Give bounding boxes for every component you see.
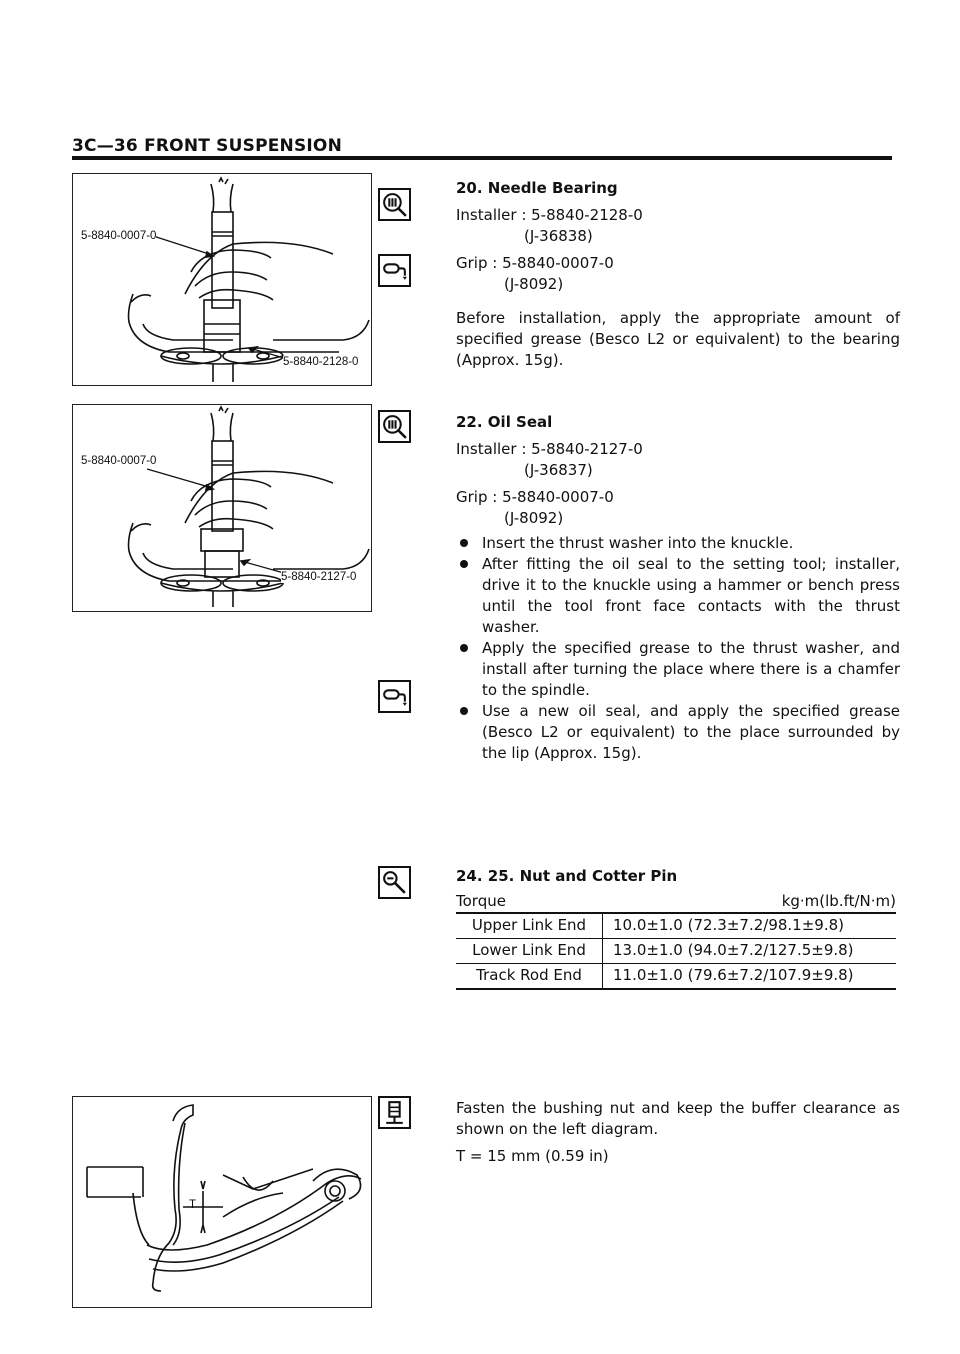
adjustment-icon [378,1096,411,1129]
torque-header [456,891,896,912]
section-nut-cotter-pin [456,866,896,990]
clearance-spec: T = 15 mm (0.59 in) [456,1147,609,1165]
torque-value: 13.0±1.0 (94.0±7.2/127.5±9.8) [603,939,897,964]
section-title: 20. Needle Bearing [456,179,618,197]
grease-gun-icon [378,680,411,713]
torque-value: 11.0±1.0 (79.6±7.2/107.9±9.8) [603,964,897,990]
torque-location: Track Rod End [456,964,603,990]
grip-tool-label: 5-8840-0007-0 [81,455,157,467]
installer-tool-label: 5-8840-2128-0 [283,356,359,368]
section-bushing [456,1098,900,1167]
torque-wrench-icon [378,866,411,899]
torque-location: Lower Link End [456,939,603,964]
needle-bearing-illustration [73,174,371,385]
special-tool-icon [378,188,411,221]
grip-tool-label: 5-8840-0007-0 [81,230,157,242]
list-item: Insert the thrust washer into the knuckle. [456,533,900,554]
torque-label: Torque [456,892,506,910]
grease-note: Before installation, apply the appropriate amount of specified grease (Besco L2 or equivalent) to the bearing (Approx. 15g). [456,309,900,369]
section-needle-bearing [456,178,643,295]
section-oil-seal [456,412,900,764]
figure-buffer-clearance [72,1096,372,1308]
table-row [456,964,896,990]
grease-gun-icon [378,254,411,287]
figure-oil-seal-install [72,404,372,612]
section-title: 22. Oil Seal [456,413,553,431]
torque-table [456,912,896,990]
section-title: 24. 25. Nut and Cotter Pin [456,867,678,885]
grip-alt-number: (J-8092) [504,275,564,293]
list-item: Apply the specified grease to the thrust washer, and install after turning the place where there is a chamfer to the spindle. [456,638,900,701]
installer-spec: Installer : 5-8840-2128-0 [456,206,643,224]
oil-seal-steps [456,533,900,764]
table-row [456,939,896,964]
special-tool-icon [378,410,411,443]
page-header: 3C—36 FRONT SUSPENSION [72,136,343,156]
torque-unit: kg·m(lb.ft/N·m) [781,892,896,910]
clearance-t-label: T [189,1199,197,1211]
figure-needle-bearing-install [72,173,372,386]
list-item: After fitting the oil seal to the setting tool; installer, drive it to the knuckle using a hammer or bench press until the tool front face contacts with the thrust washer. [456,554,900,638]
torque-value: 10.0±1.0 (72.3±7.2/98.1±9.8) [603,913,897,939]
list-item: Use a new oil seal, and apply the specified grease (Besco L2 or equivalent) to the place surrounded by the lip (Approx. 15g). [456,701,900,764]
grip-spec: Grip : 5-8840-0007-0 [456,254,614,272]
grip-alt-number: (J-8092) [504,509,564,527]
table-row [456,913,896,939]
torque-location: Upper Link End [456,913,603,939]
installer-spec: Installer : 5-8840-2127-0 [456,440,643,458]
grip-spec: Grip : 5-8840-0007-0 [456,488,614,506]
installer-alt-number: (J-36837) [524,461,593,479]
buffer-clearance-illustration [73,1097,371,1307]
header-rule [72,156,892,160]
installer-tool-label: 5-8840-2127-0 [281,571,357,583]
bushing-instruction: Fasten the bushing nut and keep the buffer clearance as shown on the left diagram. [456,1099,900,1138]
installer-alt-number: (J-36838) [524,227,593,245]
